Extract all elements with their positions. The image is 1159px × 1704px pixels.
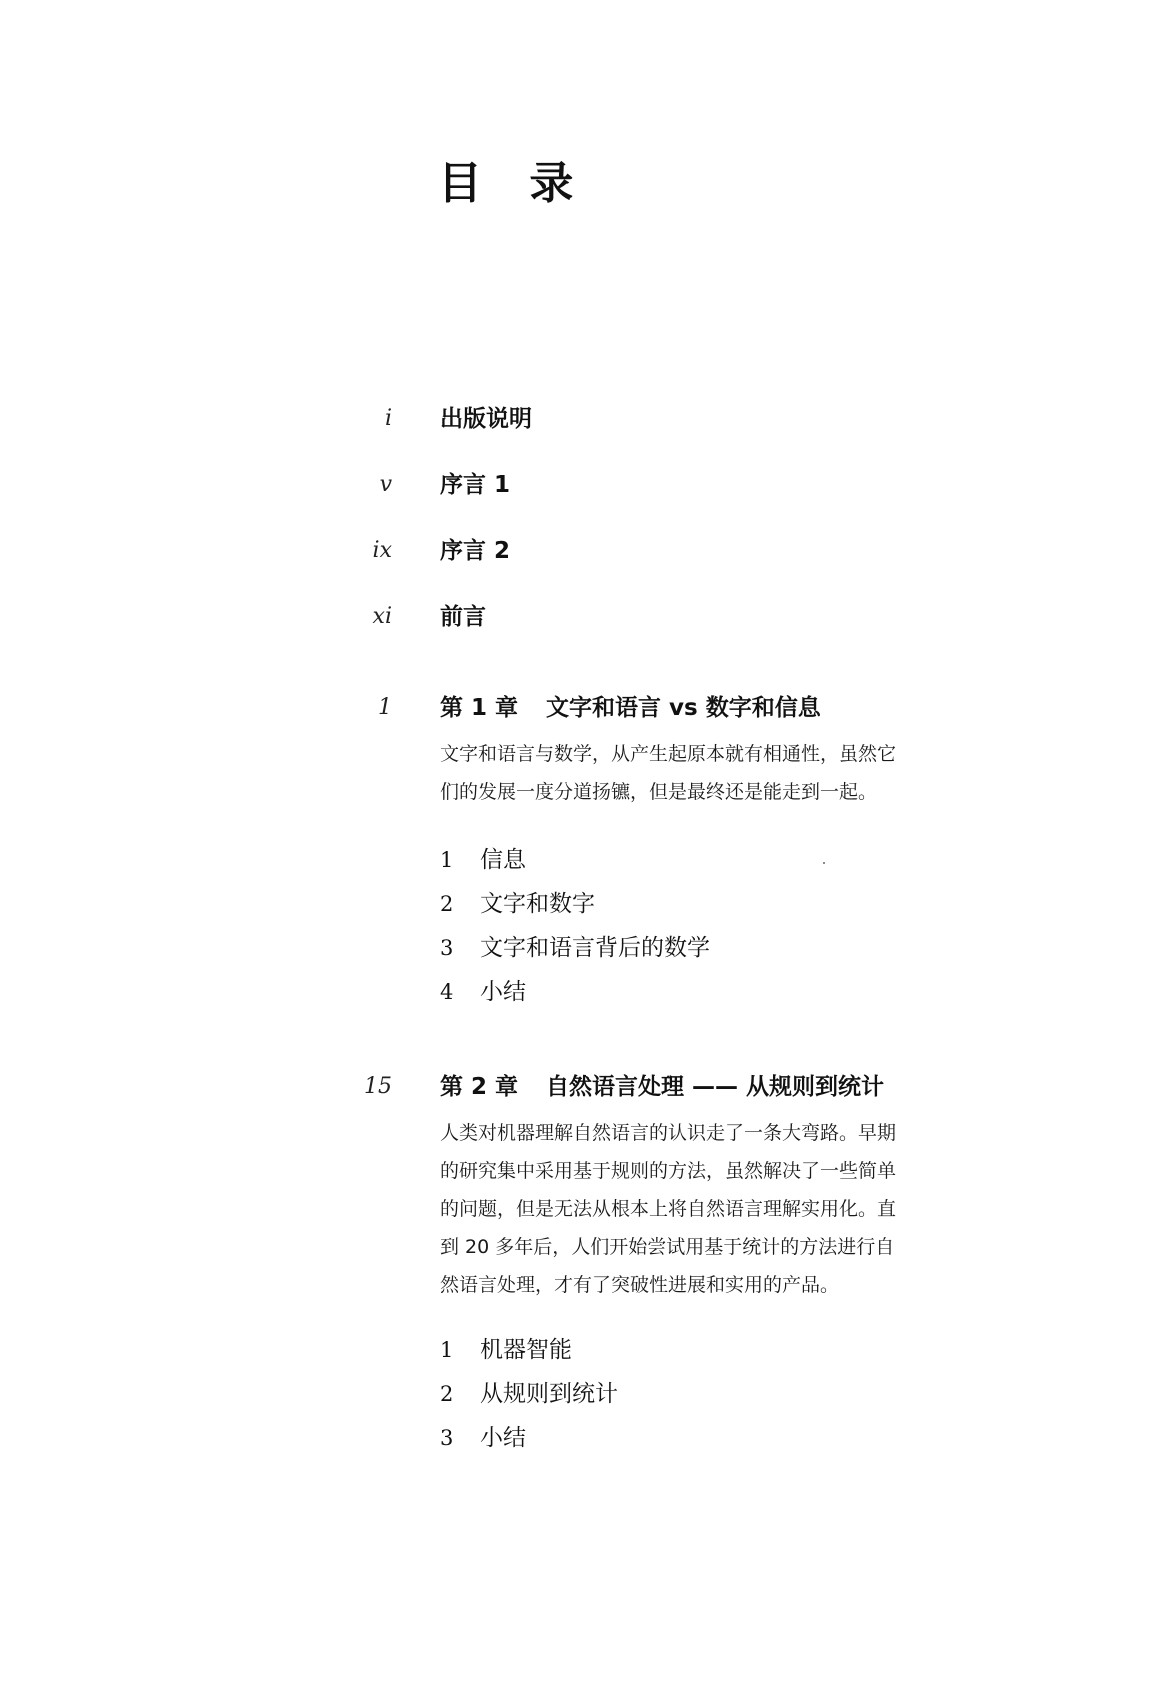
- section-number: 2: [440, 1382, 454, 1406]
- section-label: 文字和数字: [480, 891, 595, 917]
- chapter-description: [440, 735, 960, 811]
- description-line: 到 20 多年后，人们开始尝试用基于统计的方法进行自: [440, 1236, 895, 1258]
- section-label: 小结: [480, 1425, 526, 1451]
- description-line: 然语言处理，才有了突破性进展和实用的产品。: [440, 1274, 840, 1296]
- section-label: 从规则到统计: [480, 1381, 618, 1407]
- section-item[interactable]: [440, 970, 710, 1014]
- section-item[interactable]: [440, 926, 710, 970]
- description-line: 的研究集中采用基于规则的方法，虽然解决了一些简单: [440, 1160, 897, 1182]
- section-label: 机器智能: [480, 1337, 572, 1363]
- section-item[interactable]: [440, 882, 710, 926]
- chapter-label: 第 1 章: [440, 695, 519, 721]
- chapter-heading: [440, 693, 821, 723]
- description-line: 们的发展一度分道扬镳，但是最终还是能走到一起。: [440, 781, 878, 803]
- section-item[interactable]: [440, 1372, 618, 1416]
- chapter-title: 自然语言处理 —— 从规则到统计: [546, 1074, 885, 1100]
- description-line: 人类对机器理解自然语言的认识走了一条大弯路。早期: [440, 1122, 897, 1144]
- section-number: 1: [440, 1338, 454, 1362]
- scan-speck: [823, 862, 825, 864]
- page-number: xi: [372, 604, 392, 629]
- entry-title: 前言: [440, 604, 486, 630]
- entry-title: 出版说明: [440, 406, 532, 432]
- entry-title: 序言 2: [440, 538, 511, 564]
- section-item[interactable]: [440, 1416, 618, 1460]
- page-number: ix: [372, 538, 392, 563]
- section-number: 1: [440, 848, 454, 872]
- section-item[interactable]: [440, 838, 710, 882]
- page-number: 15: [364, 1074, 392, 1099]
- page-title: 目 录: [438, 158, 590, 209]
- section-label: 文字和语言背后的数学: [480, 935, 710, 961]
- section-label: 小结: [480, 979, 526, 1005]
- section-number: 2: [440, 892, 454, 916]
- page-number: v: [379, 472, 392, 497]
- section-list: [440, 838, 710, 1014]
- section-item[interactable]: [440, 1328, 618, 1372]
- chapter-heading: [440, 1072, 884, 1102]
- section-label: 信息: [480, 847, 526, 873]
- description-line: 文字和语言与数学，从产生起原本就有相通性，虽然它: [440, 743, 897, 765]
- page-number: i: [384, 406, 392, 431]
- section-number: 4: [440, 980, 454, 1004]
- section-number: 3: [440, 1426, 454, 1450]
- page-number: 1: [378, 695, 392, 720]
- chapter-title: 文字和语言 vs 数字和信息: [546, 695, 821, 721]
- chapter-label: 第 2 章: [440, 1074, 519, 1100]
- chapter-description: [440, 1114, 960, 1304]
- description-line: 的问题，但是无法从根本上将自然语言理解实用化。直: [440, 1198, 897, 1220]
- entry-title: 序言 1: [440, 472, 511, 498]
- section-list: [440, 1328, 618, 1460]
- section-number: 3: [440, 936, 454, 960]
